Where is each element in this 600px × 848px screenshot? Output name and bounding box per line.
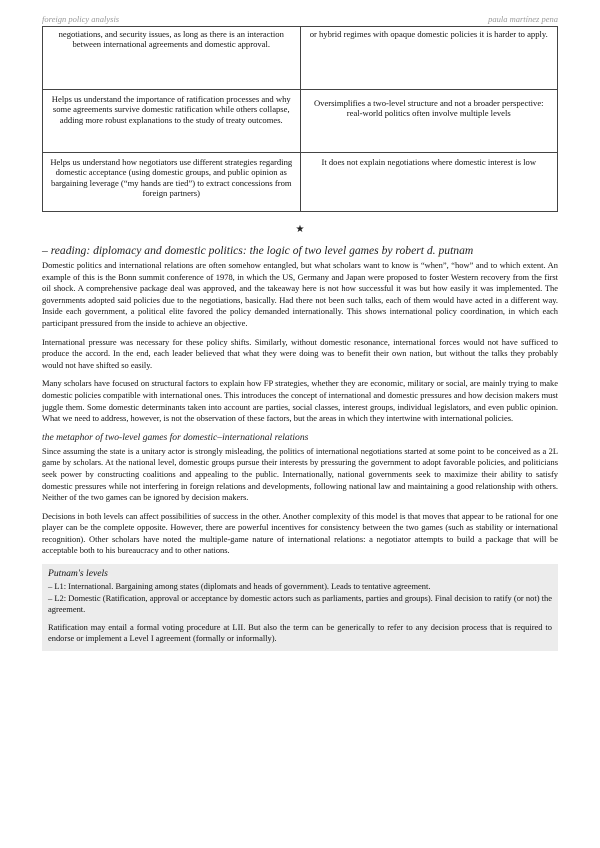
paragraph: Since assuming the state is a unitary actor is strongly misleading, the politics of international negotiations started at some point to be conceived as a 2L game by scholars. At the national level, domestic groups pursue their interests by pressuring the government to adopt favorable policies, and politicians seek power by constructing coalitions and appealing to the public. Internationally, national governments seek to maximize their ability to satisfy domestic pressures while not interfering in foreign relations and developments, following national law and maintaining a good relationship with others. Neither of the two games can be ignored by decision makers. bbox=[42, 445, 558, 503]
list-item: – L1: International. Bargaining among states (diplomats and heads of government). Leads to tentative agreement. bbox=[48, 581, 431, 592]
table-row bbox=[43, 27, 558, 90]
section-heading: – reading: diplomacy and domestic politics: the logic of two level games by robert d. putnam bbox=[42, 244, 474, 257]
comparison-table bbox=[42, 26, 558, 212]
subsection-heading: the metaphor of two-level games for domestic–international relations bbox=[42, 431, 309, 443]
header-author: paula martínez pena bbox=[488, 14, 558, 24]
putnam-levels-box bbox=[42, 564, 558, 651]
table-cell-weakness: or hybrid regimes with opaque domestic policies it is harder to apply. bbox=[300, 27, 558, 90]
paragraph: Domestic politics and international relations are often somehow entangled, but what scholars want to know is “when”, “how” and to which extent. An example of this is the Bonn summit conference of 1978, in which the US, Germany and Japan were proposed to foster Western recovery from the first oil shock. A comprehensive package deal was approved, and the takeaway here is not how successful it was but how easily it was implemented. The governments adopted said policies due to the negotiations, basically. Had there not been such talks, each of them would have acted in a different way. Inside each government, a political elite favored the policy demanded internationally. This shows international policy coordination, in which each participant pressured from the inside to achieve an objective. bbox=[42, 260, 558, 328]
paragraph: International pressure was necessary for these policy shifts. Similarly, without domestic resonance, international forces would not have sufficed to produce the accord. In the end, each leader believed that what they were doing was to benefit their own nation, but without the talks they probably would not have shifted so easily. bbox=[42, 336, 558, 370]
list-item: – L2: Domestic (Ratification, approval or acceptance by domestic actors such as parliaments, parties and groups). Final decision to ratify (or not) the agreement. bbox=[48, 592, 552, 615]
table-row bbox=[43, 153, 558, 212]
reading-section bbox=[42, 244, 558, 651]
paragraph: Many scholars have focused on structural factors to explain how FP strategies, whether they are economic, military or social, are mainly trying to make domestic policies compatible with international ones. This introduces the concept of international and domestic pressures and how decision makers must juggle them. Some domestic determinants taken into account are parties, social classes, interest groups, individual legislators, and even public opinion. What we need to address, however, is not the observation of these factors, but the areas in which they intertwine with international policies. bbox=[42, 378, 558, 424]
box-title: Putnam's levels bbox=[48, 568, 108, 580]
box-note: Ratification may entail a formal voting procedure at LII. But also the term can be generically to refer to any decision process that is required to endorse or implement a Level I agreement (formally or informally). bbox=[48, 621, 552, 644]
table-cell-weakness: It does not explain negotiations where domestic interest is low bbox=[300, 153, 558, 212]
table-cell-strength: negotiations, and security issues, as long as there is an interaction between international agreements and domestic approval. bbox=[43, 27, 301, 90]
star-divider-icon: ★ bbox=[295, 224, 305, 235]
table-row bbox=[43, 90, 558, 153]
paragraph: Decisions in both levels can affect possibilities of success in the other. Another complexity of this model is that moves that appear to be rational for one player can be the complete opposite. However, there are powerful incentives for consistency between the two games (such as stability or international recognition). Other scholars have noted the multiple-game nature of international relations: a negotiator attempts to build a package that will be acceptable both to his bureaucracy and to other nations. bbox=[42, 510, 558, 556]
table-cell-strength: Helps us understand how negotiators use different strategies regarding domestic acceptance (using domestic groups, and public opinion as bargaining leverage (“my hands are tied”) to extract concessions from foreign partners) bbox=[43, 153, 301, 212]
header-course-title: foreign policy analysis bbox=[42, 14, 120, 24]
table-cell-strength: Helps us understand the importance of ratification processes and why some agreements survive domestic ratification while others collapse, adding more robust explanations to the study of treaty outcomes. bbox=[43, 90, 301, 153]
table-cell-weakness: Oversimplifies a two-level structure and not a broader perspective: real-world politics often involve multiple levels bbox=[300, 90, 558, 153]
